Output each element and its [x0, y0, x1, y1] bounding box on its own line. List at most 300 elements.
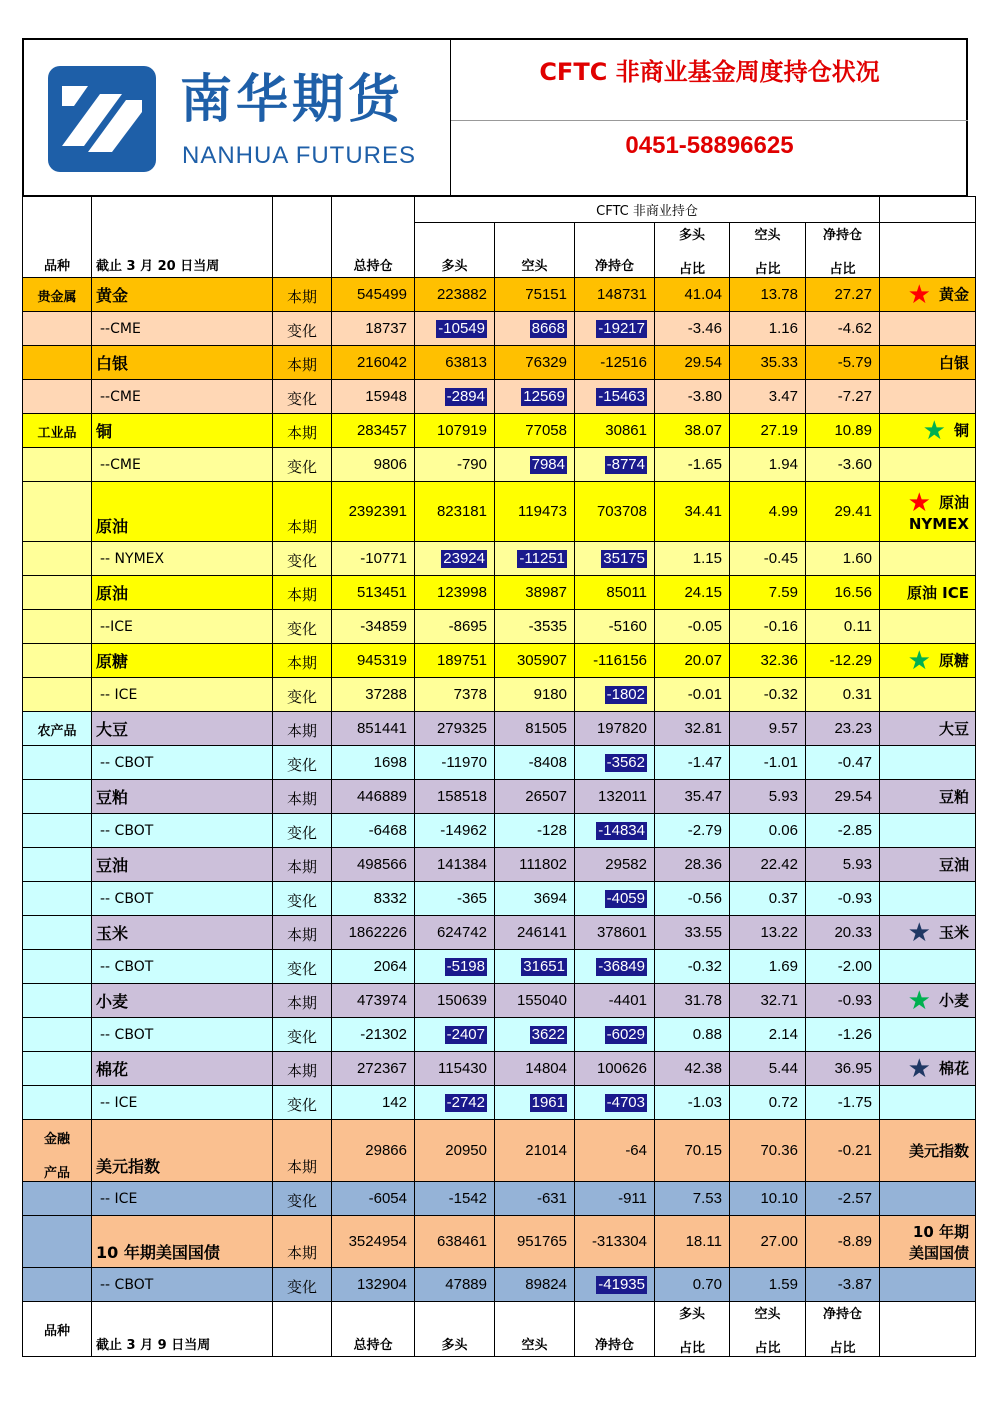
- right-label-2: 美国国债: [908, 1243, 969, 1262]
- value-cell: 5.93: [806, 848, 880, 882]
- value-cell: 24.15: [655, 576, 730, 610]
- category-cell: [23, 448, 92, 482]
- period-tag: 变化: [273, 746, 332, 780]
- period-tag: 本期: [273, 984, 332, 1018]
- table-footer-row: [23, 1302, 976, 1357]
- value-cell: 100626: [575, 1052, 655, 1086]
- right-label: 白银: [938, 354, 969, 372]
- value-cell: 132011: [575, 780, 655, 814]
- value-cell: 29866: [332, 1120, 415, 1182]
- highlighted-value: -5198: [446, 957, 485, 975]
- value-cell: 638461: [415, 1216, 495, 1268]
- period-tag: 变化: [273, 882, 332, 916]
- value-cell: 3694: [495, 882, 575, 916]
- footer-short-ratio: 空头 占比: [730, 1302, 806, 1357]
- value-cell: 32.36: [730, 644, 806, 678]
- value-cell: -0.47: [806, 746, 880, 780]
- value-cell: -0.01: [655, 678, 730, 712]
- value-cell: 4.99: [730, 482, 806, 542]
- value-cell: 7.53: [655, 1182, 730, 1216]
- value-cell: -14962: [415, 814, 495, 848]
- category-label: 金融: [43, 1132, 70, 1147]
- period-tag: 变化: [273, 678, 332, 712]
- value-cell: 498566: [332, 848, 415, 882]
- value-cell: 20.33: [806, 916, 880, 950]
- right-label-cell: [880, 916, 976, 950]
- star-icon: ★: [907, 645, 931, 676]
- value-cell: 123998: [415, 576, 495, 610]
- right-label-cell: [880, 414, 976, 448]
- value-cell: 18.11: [655, 1216, 730, 1268]
- right-label-cell: [880, 712, 976, 746]
- logo-english-text: NANHUA FUTURES: [182, 142, 417, 169]
- period-tag: 变化: [273, 1182, 332, 1216]
- table-row: [23, 542, 976, 576]
- value-cell: 148731: [575, 278, 655, 312]
- value-cell: [415, 542, 495, 576]
- value-cell: 41.04: [655, 278, 730, 312]
- value-cell: 283457: [332, 414, 415, 448]
- right-label-cell: [880, 644, 976, 678]
- value-cell: [575, 1268, 655, 1302]
- period-tag: 本期: [273, 1052, 332, 1086]
- value-cell: -1.26: [806, 1018, 880, 1052]
- value-cell: 35.33: [730, 346, 806, 380]
- value-cell: 823181: [415, 482, 495, 542]
- table-row: [23, 984, 976, 1018]
- value-cell: 1.59: [730, 1268, 806, 1302]
- value-cell: 951765: [495, 1216, 575, 1268]
- table-row: [23, 916, 976, 950]
- value-cell: 378601: [575, 916, 655, 950]
- value-cell: -0.93: [806, 882, 880, 916]
- value-cell: 89824: [495, 1268, 575, 1302]
- category-cell: [23, 482, 92, 542]
- highlighted-value: -10549: [438, 319, 485, 337]
- value-cell: 85011: [575, 576, 655, 610]
- table-body: [23, 278, 976, 1302]
- commodity-name: -- CBOT: [92, 814, 273, 848]
- category-label-2: 产品: [43, 1166, 70, 1181]
- value-cell: 77058: [495, 414, 575, 448]
- category-cell: [23, 1052, 92, 1086]
- header-blank-right-2: [880, 223, 976, 278]
- value-cell: 20.07: [655, 644, 730, 678]
- value-cell: [575, 1086, 655, 1120]
- period-tag: 本期: [273, 278, 332, 312]
- phone-number: 0451-58896625: [625, 132, 794, 159]
- header-date: 截止 3 月 20 日当周: [92, 197, 273, 278]
- value-cell: 13.78: [730, 278, 806, 312]
- star-icon: ★: [907, 985, 931, 1016]
- right-label: 小麦: [938, 991, 969, 1009]
- value-cell: 0.11: [806, 610, 880, 644]
- value-cell: 0.37: [730, 882, 806, 916]
- period-tag: 变化: [273, 1086, 332, 1120]
- period-tag: 本期: [273, 780, 332, 814]
- right-label: 铜: [953, 421, 969, 439]
- value-cell: [575, 542, 655, 576]
- commodity-name: 大豆: [92, 712, 273, 746]
- value-cell: -8.89: [806, 1216, 880, 1268]
- period-tag: 变化: [273, 950, 332, 984]
- right-label-cell: [880, 1052, 976, 1086]
- table-row: [23, 848, 976, 882]
- commodity-name: -- CBOT: [92, 882, 273, 916]
- value-cell: 279325: [415, 712, 495, 746]
- value-cell: 20950: [415, 1120, 495, 1182]
- period-tag: 本期: [273, 712, 332, 746]
- value-cell: 76329: [495, 346, 575, 380]
- footer-net: 净持仓: [575, 1302, 655, 1357]
- category-cell: [23, 1216, 92, 1268]
- star-icon: ★: [922, 415, 946, 446]
- header-cftc-group: CFTC 非商业持仓: [415, 197, 880, 223]
- value-cell: 2.14: [730, 1018, 806, 1052]
- value-cell: -0.05: [655, 610, 730, 644]
- value-cell: [575, 312, 655, 346]
- value-cell: [575, 1018, 655, 1052]
- right-label-cell: [880, 1182, 976, 1216]
- value-cell: 30861: [575, 414, 655, 448]
- value-cell: [415, 380, 495, 414]
- value-cell: 851441: [332, 712, 415, 746]
- value-cell: 9180: [495, 678, 575, 712]
- highlighted-value: 3622: [531, 1025, 565, 1043]
- value-cell: 272367: [332, 1052, 415, 1086]
- highlighted-value: -3562: [606, 753, 645, 771]
- commodity-name: 10 年期美国国债: [92, 1216, 273, 1268]
- right-label: 原油 ICE: [906, 584, 969, 602]
- value-cell: -911: [575, 1182, 655, 1216]
- value-cell: -3.60: [806, 448, 880, 482]
- value-cell: 18737: [332, 312, 415, 346]
- table-row: [23, 780, 976, 814]
- value-cell: 38987: [495, 576, 575, 610]
- commodity-name: --CME: [92, 312, 273, 346]
- value-cell: 155040: [495, 984, 575, 1018]
- value-cell: 21014: [495, 1120, 575, 1182]
- table-row: [23, 1086, 976, 1120]
- value-cell: -3535: [495, 610, 575, 644]
- value-cell: [495, 950, 575, 984]
- value-cell: 27.27: [806, 278, 880, 312]
- commodity-name: 豆粕: [92, 780, 273, 814]
- commodity-name: --CME: [92, 448, 273, 482]
- value-cell: -8695: [415, 610, 495, 644]
- value-cell: 34.41: [655, 482, 730, 542]
- value-cell: 142: [332, 1086, 415, 1120]
- period-tag: 本期: [273, 1120, 332, 1182]
- right-label-cell: [880, 542, 976, 576]
- category-cell: [23, 1086, 92, 1120]
- value-cell: 305907: [495, 644, 575, 678]
- commodity-name: -- ICE: [92, 1182, 273, 1216]
- value-cell: 216042: [332, 346, 415, 380]
- value-cell: 2392391: [332, 482, 415, 542]
- commodity-name: 原油: [92, 576, 273, 610]
- table-row: [23, 644, 976, 678]
- header-blank-right: [880, 197, 976, 223]
- value-cell: 10.89: [806, 414, 880, 448]
- value-cell: 15948: [332, 380, 415, 414]
- period-tag: 变化: [273, 1268, 332, 1302]
- category-cell: [23, 916, 92, 950]
- value-cell: 37288: [332, 678, 415, 712]
- highlighted-value: -8774: [606, 455, 645, 473]
- table-row: [23, 380, 976, 414]
- value-cell: 38.07: [655, 414, 730, 448]
- value-cell: 141384: [415, 848, 495, 882]
- value-cell: 189751: [415, 644, 495, 678]
- value-cell: 1862226: [332, 916, 415, 950]
- value-cell: 75151: [495, 278, 575, 312]
- value-cell: -64: [575, 1120, 655, 1182]
- period-tag: 变化: [273, 448, 332, 482]
- value-cell: -0.45: [730, 542, 806, 576]
- table-row: [23, 1052, 976, 1086]
- category-cell: [23, 542, 92, 576]
- commodity-name: 玉米: [92, 916, 273, 950]
- value-cell: 1.16: [730, 312, 806, 346]
- right-label: 玉米: [938, 923, 969, 941]
- value-cell: -3.87: [806, 1268, 880, 1302]
- star-icon: ★: [907, 917, 931, 948]
- report-sheet: [22, 38, 975, 1357]
- highlighted-value: -4059: [606, 889, 645, 907]
- right-label-cell: [880, 346, 976, 380]
- star-icon: ★: [907, 1053, 931, 1084]
- value-cell: 29.41: [806, 482, 880, 542]
- value-cell: 81505: [495, 712, 575, 746]
- value-cell: 2064: [332, 950, 415, 984]
- header-long-ratio: 多头 占比: [655, 223, 730, 278]
- category-cell: [23, 678, 92, 712]
- value-cell: -1.75: [806, 1086, 880, 1120]
- right-label-cell: [880, 482, 976, 542]
- right-label-cell: [880, 610, 976, 644]
- right-label: 10 年期: [912, 1222, 969, 1241]
- value-cell: 1.94: [730, 448, 806, 482]
- value-cell: -5160: [575, 610, 655, 644]
- value-cell: 1.60: [806, 542, 880, 576]
- table-row: [23, 312, 976, 346]
- category-cell: [23, 278, 92, 312]
- report-header: [22, 38, 968, 196]
- value-cell: 9806: [332, 448, 415, 482]
- logo-area: [24, 40, 451, 196]
- table-row: [23, 278, 976, 312]
- category-label: 贵金属: [37, 290, 77, 305]
- commodity-name: -- CBOT: [92, 746, 273, 780]
- category-cell: [23, 950, 92, 984]
- table-row: [23, 950, 976, 984]
- footer-long-ratio: 多头 占比: [655, 1302, 730, 1357]
- commodity-name: -- CBOT: [92, 1268, 273, 1302]
- value-cell: 223882: [415, 278, 495, 312]
- value-cell: 545499: [332, 278, 415, 312]
- header-net-ratio: 净持仓 占比: [806, 223, 880, 278]
- nanhua-logo-icon: [48, 66, 156, 172]
- value-cell: -12516: [575, 346, 655, 380]
- right-label: 黄金: [938, 285, 969, 303]
- value-cell: [495, 380, 575, 414]
- period-tag: 变化: [273, 380, 332, 414]
- value-cell: 9.57: [730, 712, 806, 746]
- value-cell: 7378: [415, 678, 495, 712]
- period-tag: 本期: [273, 576, 332, 610]
- value-cell: 197820: [575, 712, 655, 746]
- value-cell: 27.00: [730, 1216, 806, 1268]
- table-row: [23, 882, 976, 916]
- period-tag: 变化: [273, 542, 332, 576]
- table-row: [23, 482, 976, 542]
- value-cell: [495, 448, 575, 482]
- footer-short: 空头: [495, 1302, 575, 1357]
- value-cell: 70.15: [655, 1120, 730, 1182]
- value-cell: -2.79: [655, 814, 730, 848]
- category-label: 农产品: [37, 724, 77, 739]
- header-short: 空头: [495, 223, 575, 278]
- right-label-cell: [880, 1268, 976, 1302]
- value-cell: [495, 1018, 575, 1052]
- value-cell: 22.42: [730, 848, 806, 882]
- right-label-cell: [880, 380, 976, 414]
- commodity-name: 白银: [92, 346, 273, 380]
- commodity-name: 黄金: [92, 278, 273, 312]
- value-cell: [495, 542, 575, 576]
- commodity-name: 美元指数: [92, 1120, 273, 1182]
- category-label: 工业品: [37, 426, 77, 441]
- value-cell: 1.15: [655, 542, 730, 576]
- period-tag: 变化: [273, 312, 332, 346]
- commodity-name: -- CBOT: [92, 950, 273, 984]
- value-cell: 150639: [415, 984, 495, 1018]
- commodity-name: --ICE: [92, 610, 273, 644]
- value-cell: -313304: [575, 1216, 655, 1268]
- category-cell: [23, 780, 92, 814]
- value-cell: 63813: [415, 346, 495, 380]
- value-cell: 703708: [575, 482, 655, 542]
- value-cell: -116156: [575, 644, 655, 678]
- value-cell: [575, 814, 655, 848]
- value-cell: 8332: [332, 882, 415, 916]
- value-cell: -12.29: [806, 644, 880, 678]
- value-cell: 33.55: [655, 916, 730, 950]
- value-cell: -2.57: [806, 1182, 880, 1216]
- period-tag: 本期: [273, 482, 332, 542]
- table-row: [23, 414, 976, 448]
- positions-table: [22, 196, 976, 1357]
- value-cell: 29.54: [806, 780, 880, 814]
- value-cell: -3.46: [655, 312, 730, 346]
- right-label: 大豆: [938, 720, 969, 738]
- value-cell: [415, 312, 495, 346]
- value-cell: [575, 746, 655, 780]
- right-label-cell: [880, 448, 976, 482]
- right-label: 豆油: [938, 856, 969, 874]
- value-cell: -0.93: [806, 984, 880, 1018]
- value-cell: [415, 1018, 495, 1052]
- value-cell: [495, 312, 575, 346]
- category-cell: [23, 1182, 92, 1216]
- right-label-cell: [880, 1216, 976, 1268]
- period-tag: 变化: [273, 1018, 332, 1052]
- category-cell: [23, 882, 92, 916]
- category-cell: [23, 576, 92, 610]
- highlighted-value: 1961: [531, 1093, 565, 1111]
- value-cell: 624742: [415, 916, 495, 950]
- value-cell: 35.47: [655, 780, 730, 814]
- period-tag: 本期: [273, 414, 332, 448]
- table-row: [23, 576, 976, 610]
- footer-date: 截止 3 月 9 日当周: [92, 1302, 273, 1357]
- value-cell: [415, 1086, 495, 1120]
- value-cell: 0.06: [730, 814, 806, 848]
- period-tag: 本期: [273, 1216, 332, 1268]
- right-label-cell: [880, 882, 976, 916]
- category-cell: [23, 380, 92, 414]
- value-cell: 5.44: [730, 1052, 806, 1086]
- category-cell: [23, 1018, 92, 1052]
- value-cell: -0.32: [655, 950, 730, 984]
- value-cell: 42.38: [655, 1052, 730, 1086]
- commodity-name: 原糖: [92, 644, 273, 678]
- value-cell: 513451: [332, 576, 415, 610]
- value-cell: 29.54: [655, 346, 730, 380]
- table-row: [23, 1120, 976, 1182]
- commodity-name: 铜: [92, 414, 273, 448]
- value-cell: -0.21: [806, 1120, 880, 1182]
- table-row: [23, 746, 976, 780]
- table-row: [23, 1018, 976, 1052]
- value-cell: -6054: [332, 1182, 415, 1216]
- value-cell: 28.36: [655, 848, 730, 882]
- value-cell: 32.71: [730, 984, 806, 1018]
- right-label-cell: [880, 984, 976, 1018]
- footer-blank-right: [880, 1302, 976, 1357]
- value-cell: [575, 678, 655, 712]
- table-row: [23, 1216, 976, 1268]
- category-cell: [23, 414, 92, 448]
- value-cell: 0.70: [655, 1268, 730, 1302]
- value-cell: -631: [495, 1182, 575, 1216]
- value-cell: -3.80: [655, 380, 730, 414]
- highlighted-value: -2894: [446, 387, 485, 405]
- value-cell: -7.27: [806, 380, 880, 414]
- right-label-cell: [880, 1120, 976, 1182]
- value-cell: 111802: [495, 848, 575, 882]
- right-label: 原糖: [938, 651, 969, 669]
- value-cell: 0.72: [730, 1086, 806, 1120]
- star-icon: ★: [907, 279, 931, 310]
- footer-net-ratio: 净持仓 占比: [806, 1302, 880, 1357]
- table-row: [23, 1268, 976, 1302]
- value-cell: [575, 882, 655, 916]
- value-cell: [575, 448, 655, 482]
- highlighted-value: -2407: [446, 1025, 485, 1043]
- value-cell: 3524954: [332, 1216, 415, 1268]
- value-cell: 107919: [415, 414, 495, 448]
- value-cell: -0.16: [730, 610, 806, 644]
- footer-blank: [273, 1302, 332, 1357]
- value-cell: 1.69: [730, 950, 806, 984]
- value-cell: 0.31: [806, 678, 880, 712]
- value-cell: -8408: [495, 746, 575, 780]
- right-label-cell: [880, 1018, 976, 1052]
- value-cell: 473974: [332, 984, 415, 1018]
- highlighted-value: 7984: [531, 455, 565, 473]
